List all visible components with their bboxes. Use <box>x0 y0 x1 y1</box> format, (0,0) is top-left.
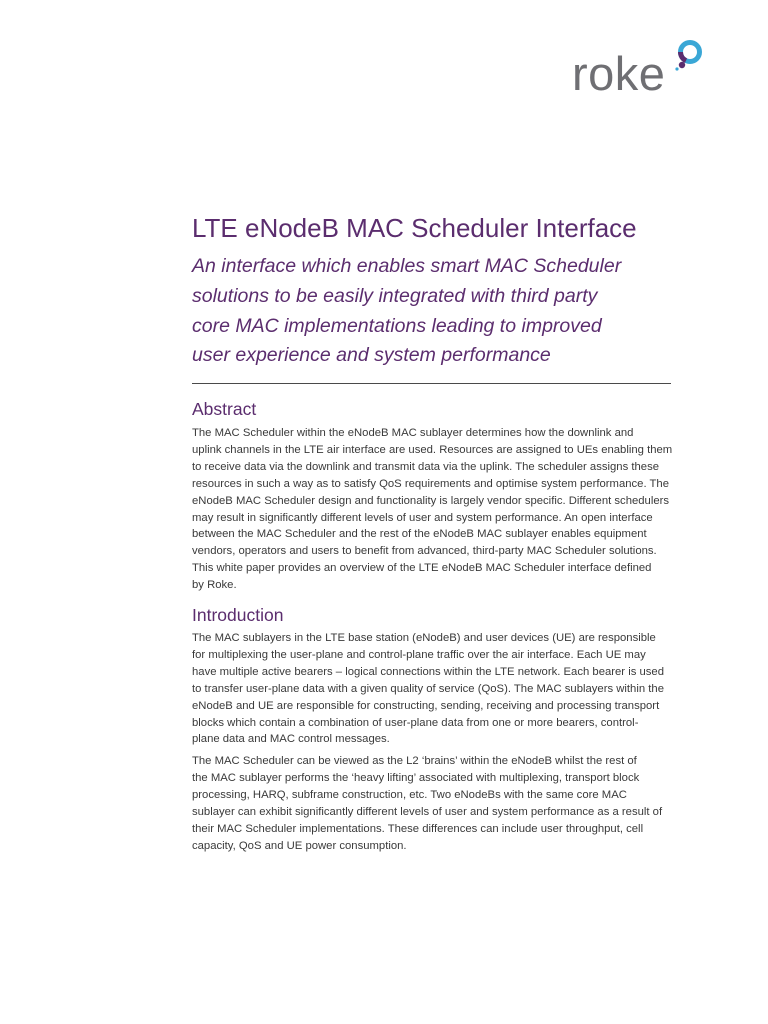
text-line: This white paper provides an overview of the LTE eNodeB MAC Scheduler interface defined <box>192 562 652 575</box>
text-line: resources in such a way as to satisfy QoS requirements and optimise system performance. The <box>192 477 669 490</box>
subtitle <box>192 252 672 371</box>
horizontal-divider <box>192 383 671 384</box>
subtitle-line: user experience and system performance <box>192 344 551 367</box>
text-line: to receive data via the downlink and transmit data via the uplink. The scheduler assigns these <box>192 460 660 473</box>
text-line: their MAC Scheduler implementations. These differences can include user throughput, cell <box>192 822 644 835</box>
abstract-paragraph <box>192 425 672 594</box>
text-line: by Roke. <box>192 579 237 592</box>
text-line: blocks which contain a combination of user-plane data from one or more bearers, control- <box>192 716 639 729</box>
text-line: capacity, QoS and UE power consumption. <box>192 839 407 852</box>
text-line: uplink channels in the LTE air interface are used. Resources are assigned to UEs enabling them <box>192 443 673 456</box>
text-line: vendors, operators and users to benefit from advanced, third-party MAC Scheduler solutions. <box>192 545 657 558</box>
section-heading-abstract: Abstract <box>192 399 257 419</box>
text-line: sublayer can exhibit significantly different levels of user and system performance as a result of <box>192 805 663 818</box>
subtitle-line: solutions to be easily integrated with third party <box>192 284 598 307</box>
subtitle-line: An interface which enables smart MAC Scheduler <box>192 255 622 277</box>
introduction-paragraph-1 <box>192 630 672 748</box>
text-line: for multiplexing the user-plane and control-plane traffic over the air interface. Each UE may <box>192 648 646 661</box>
text-line: between the MAC Scheduler and the rest of the eNodeB MAC sublayer enables equipment <box>192 528 647 541</box>
text-line: may result in significantly different levels of user and system performance. An open interface <box>192 511 653 524</box>
text-line: The MAC sublayers in the LTE base station (eNodeB) and user devices (UE) are responsible <box>192 632 656 644</box>
text-line: The MAC Scheduler can be viewed as the L2 ‘brains’ within the eNodeB whilst the rest of <box>192 755 637 767</box>
text-line: to transfer user-plane data with a given quality of service (QoS). The MAC sublayers within the <box>192 682 664 695</box>
page-title: LTE eNodeB MAC Scheduler Interface <box>192 213 637 243</box>
text-line: plane data and MAC control messages. <box>192 733 390 746</box>
roke-logo <box>572 38 712 102</box>
text-line: eNodeB and UE are responsible for constructing, sending, receiving and processing transport <box>192 699 660 712</box>
logo-wordmark: roke <box>572 47 666 100</box>
roke-ring-logo-icon <box>670 38 710 78</box>
text-line: the MAC sublayer performs the ‘heavy lifting’ associated with multiplexing, transport block <box>192 771 640 784</box>
text-line: The MAC Scheduler within the eNodeB MAC sublayer determines how the downlink and <box>192 427 634 439</box>
text-line: eNodeB MAC Scheduler design and functionality is largely vendor specific. Different schedulers <box>192 494 670 507</box>
text-line: processing, HARQ, subframe construction, etc. Two eNodeBs with the same core MAC <box>192 788 627 801</box>
subtitle-line: core MAC implementations leading to improved <box>192 314 602 337</box>
section-heading-introduction: Introduction <box>192 605 284 625</box>
text-line: have multiple active bearers – logical connections within the LTE network. Each bearer is used <box>192 665 664 678</box>
introduction-paragraph-2 <box>192 753 672 854</box>
